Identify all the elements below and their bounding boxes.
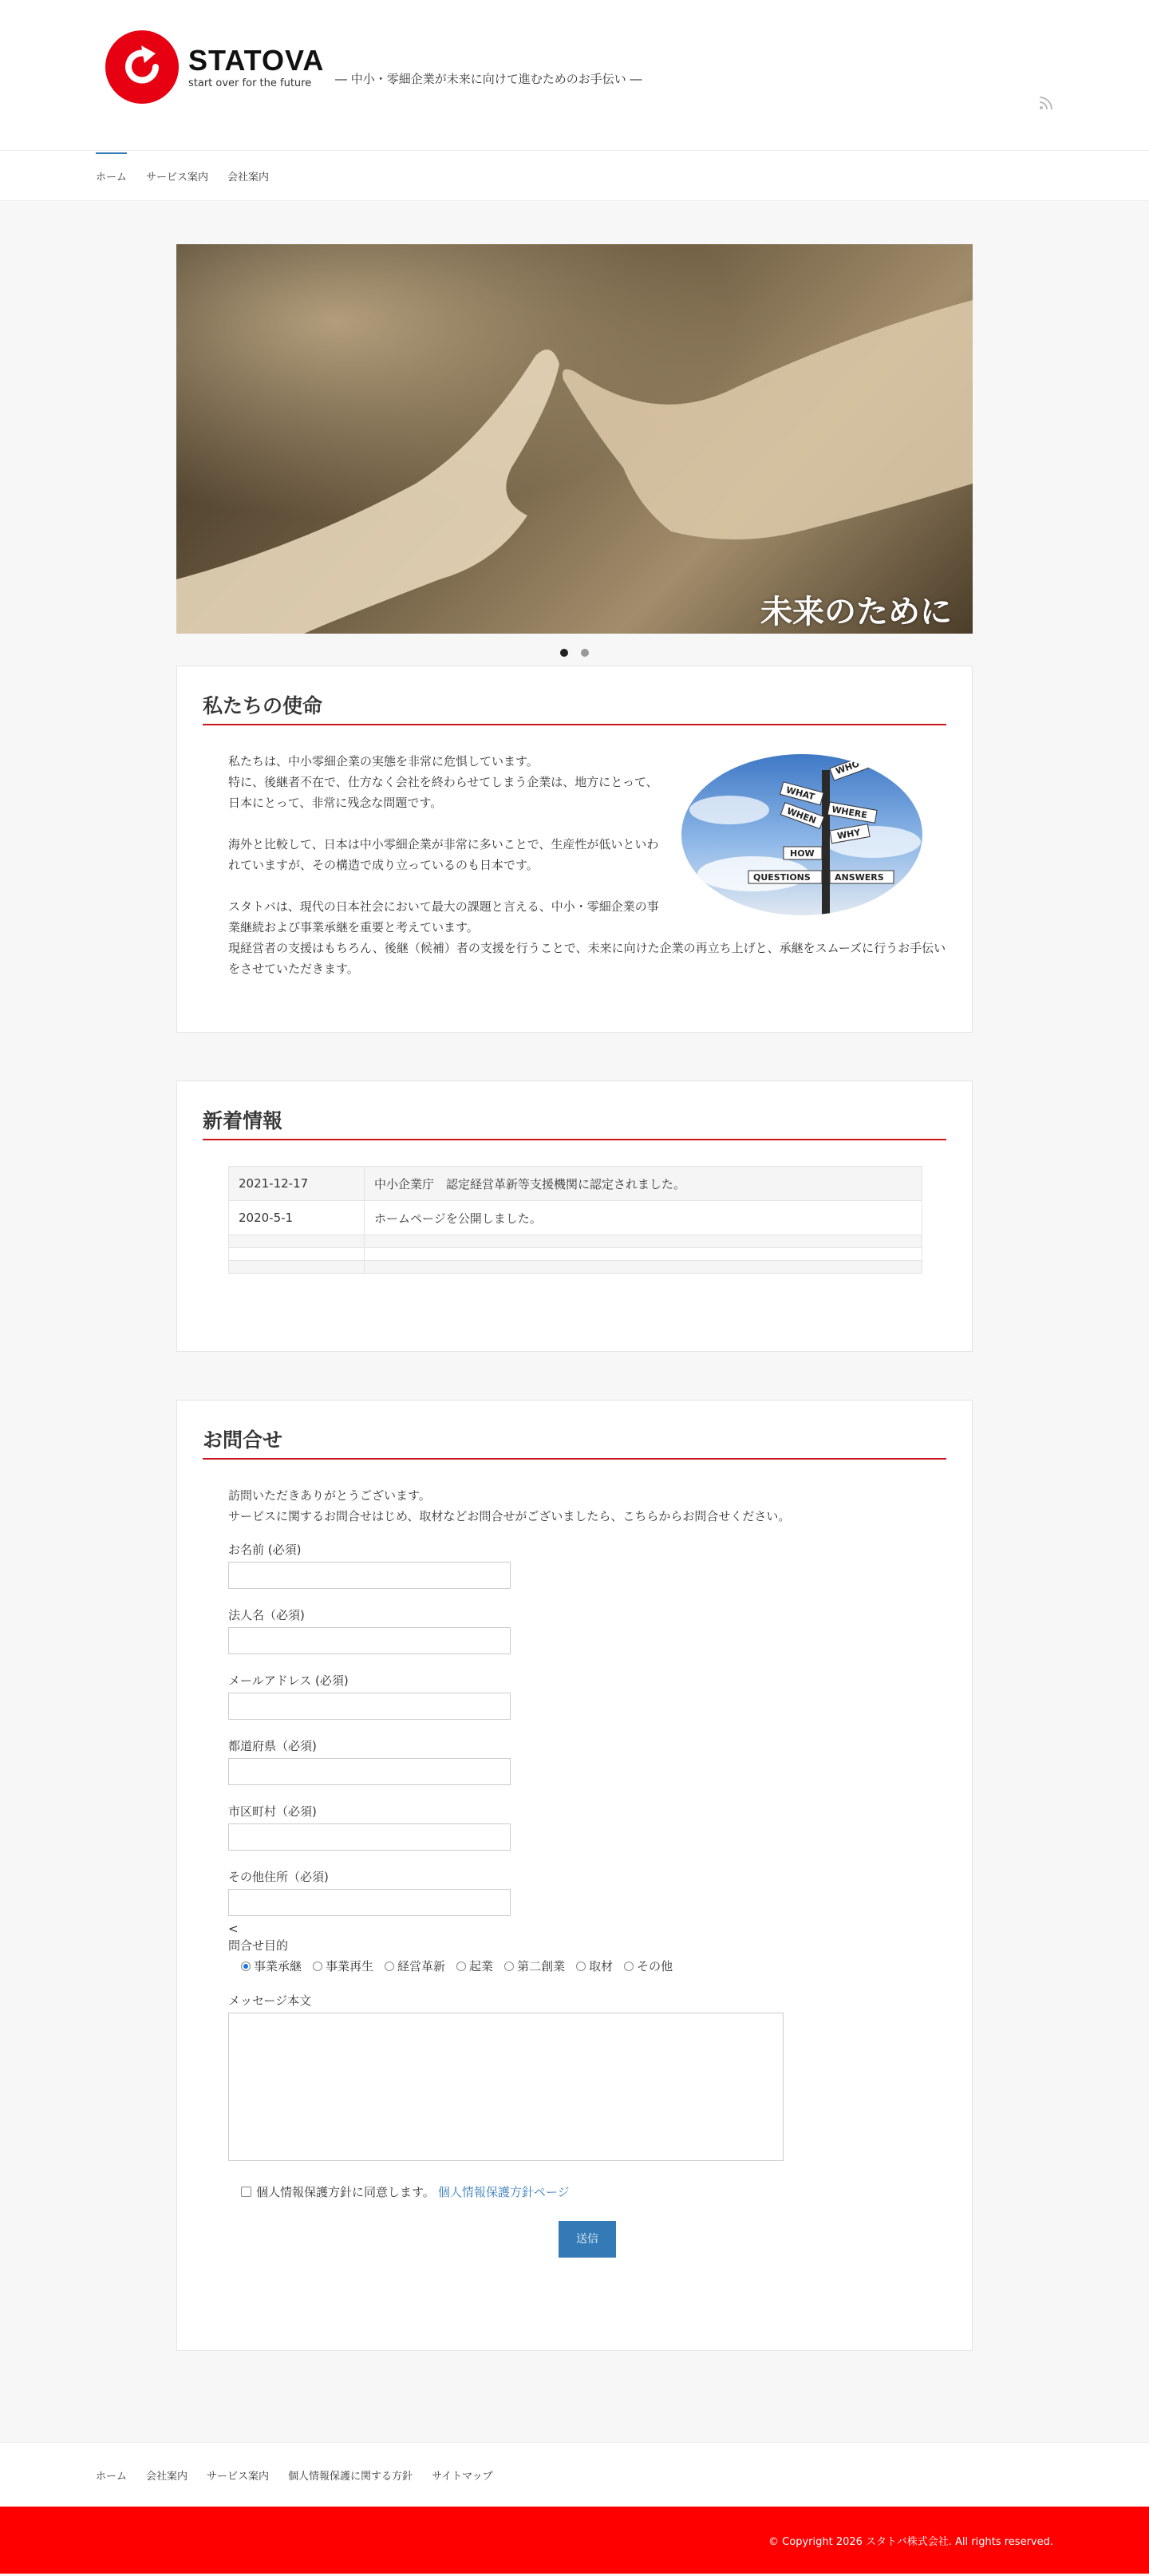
sign-why: WHY: [836, 827, 862, 842]
submit-wrapper: [228, 2221, 946, 2258]
table-row: [229, 1235, 922, 1248]
footer-link-home[interactable]: ホーム: [96, 2470, 128, 2483]
company-input[interactable]: [228, 1627, 511, 1654]
radio-label: その他: [637, 1959, 673, 1973]
table-row: [229, 1261, 922, 1274]
copyright-bar: [0, 2507, 1149, 2574]
slider-dot-2[interactable]: [581, 649, 589, 657]
slider-dot-1[interactable]: [560, 649, 568, 657]
prefecture-input[interactable]: [228, 1758, 511, 1785]
main-nav: [0, 151, 1149, 201]
sign-answers: ANSWERS: [835, 872, 884, 883]
sign-what: WHAT: [784, 784, 816, 803]
prefecture-label: 都道府県（必須): [228, 1739, 317, 1753]
radio-label: 事業承継: [254, 1959, 302, 1973]
purpose-radio-group: [228, 1958, 946, 1974]
stray-character: <: [228, 1922, 239, 1936]
purpose-option[interactable]: [456, 1958, 493, 1974]
purpose-option[interactable]: [385, 1958, 445, 1974]
sign-how: HOW: [790, 848, 815, 859]
nav-item-home[interactable]: ホーム: [96, 152, 127, 200]
message-textarea[interactable]: [228, 2013, 784, 2161]
radio-button[interactable]: [385, 1962, 394, 1971]
company-label: 法人名（必須): [228, 1608, 305, 1622]
hands-image: [176, 244, 973, 634]
address-input[interactable]: [228, 1889, 511, 1916]
contact-form: [203, 1485, 946, 2258]
footer-link-services[interactable]: サービス案内: [207, 2470, 270, 2483]
address-label: その他住所（必須): [228, 1870, 329, 1884]
contact-intro-2: サービスに関するお問合せはじめ、取材などお問合せがございましたら、こちらからお問合せください。: [228, 1509, 791, 1523]
table-row: [229, 1167, 922, 1201]
message-label: メッセージ本文: [228, 1993, 312, 2008]
consent-text: 個人情報保護方針に同意します。: [256, 2185, 435, 2199]
empty-cell: [365, 1248, 922, 1261]
table-row: [229, 1201, 922, 1235]
consent-checkbox[interactable]: [241, 2187, 251, 2197]
site-header: [0, 0, 1149, 151]
empty-cell: [229, 1248, 365, 1261]
city-label: 市区町村（必須): [228, 1804, 317, 1819]
mission-paragraph-1: [228, 751, 665, 813]
mission-line: スタトバは、現代の日本社会において最大の課題と言える、中小・零細企業の事業継続および事業承継を重要と考えています。: [228, 899, 659, 934]
email-label: メールアドレス (必須): [228, 1673, 349, 1688]
radio-button[interactable]: [241, 1962, 251, 1971]
purpose-label: 問合せ目的: [228, 1938, 289, 1953]
mission-line: 私たちは、中小零細企業の実態を非常に危惧しています。: [228, 754, 539, 768]
news-text[interactable]: ホームページを公開しました。: [365, 1201, 922, 1235]
contact-intro-1: 訪問いただきありがとうございます。: [228, 1488, 431, 1503]
name-input[interactable]: [228, 1562, 511, 1589]
news-text[interactable]: 中小企業庁 認定経営革新等支援機関に認定されました。: [365, 1167, 922, 1201]
nav-item-company[interactable]: 会社案内: [227, 171, 270, 184]
sign-who: WHO: [834, 758, 861, 777]
signpost-image: [681, 754, 922, 915]
radio-label: 経営革新: [397, 1959, 446, 1973]
contact-section: [176, 1400, 973, 2351]
email-input[interactable]: [228, 1693, 511, 1720]
slider-dots: [176, 634, 973, 666]
radio-button[interactable]: [504, 1962, 514, 1971]
empty-cell: [365, 1235, 922, 1248]
purpose-option[interactable]: [576, 1958, 613, 1974]
sign-when: WHEN: [785, 805, 818, 826]
footer-link-sitemap[interactable]: サイトマップ: [432, 2470, 493, 2483]
mission-line: 特に、後継者不在で、仕方なく会社を終わらせてしまう企業は、地方にとって、日本にとって、非常に残念な問題です。: [228, 775, 658, 810]
purpose-option[interactable]: [241, 1958, 302, 1974]
empty-cell: [365, 1261, 922, 1274]
logo-tagline: start over for the future: [188, 77, 312, 89]
nav-item-services[interactable]: サービス案内: [146, 171, 209, 184]
sign-where: WHERE: [831, 804, 868, 821]
empty-cell: [229, 1235, 365, 1248]
footer-link-privacy[interactable]: 個人情報保護に関する方針: [288, 2470, 413, 2483]
main-content: [0, 201, 1149, 2442]
news-table: [228, 1166, 922, 1274]
mission-title: 私たちの使命: [203, 690, 946, 725]
site-logo[interactable]: [105, 30, 324, 104]
news-date: 2020-5-1: [229, 1201, 365, 1235]
slider-caption: 未来のために: [760, 594, 952, 630]
radio-label: 事業再生: [326, 1959, 374, 1973]
radio-label: 起業: [469, 1959, 494, 1973]
radio-button[interactable]: [313, 1962, 322, 1971]
radio-label: 第二創業: [517, 1959, 566, 1973]
name-label: お名前 (必須): [228, 1543, 302, 1557]
site-description: ― 中小・零細企業が未来に向けて進むためのお手伝い ―: [335, 72, 642, 86]
submit-button[interactable]: 送信: [559, 2221, 616, 2258]
purpose-option[interactable]: [504, 1958, 565, 1974]
copyright-text: © Copyright 2026 スタトバ株式会社. All rights reserved.: [768, 2535, 1053, 2548]
table-row: [229, 1248, 922, 1261]
radio-label: 取材: [589, 1959, 614, 1973]
footer-nav: [0, 2442, 1149, 2507]
mission-line: 現経営者の支援はもちろん、後継（候補）者の支援を行うことで、未来に向けた企業の再立ち上げと、承継をスムーズに行うお手伝いをさせていただきます。: [228, 941, 946, 976]
hero-slider[interactable]: [176, 244, 973, 634]
news-date: 2021-12-17: [229, 1167, 365, 1201]
contact-title: お問合せ: [203, 1424, 946, 1460]
mission-section: [176, 666, 973, 1033]
empty-cell: [229, 1261, 365, 1274]
privacy-consent: [228, 2183, 946, 2200]
radio-button[interactable]: [624, 1962, 634, 1971]
radio-button[interactable]: [576, 1962, 586, 1971]
news-title: 新着情報: [203, 1105, 946, 1140]
city-input[interactable]: [228, 1823, 511, 1851]
news-section: [176, 1081, 973, 1352]
sign-questions: QUESTIONS: [753, 872, 811, 883]
logo-name: STATOVA: [188, 43, 325, 77]
footer-link-company[interactable]: 会社案内: [146, 2470, 188, 2483]
restart-arrow-icon: [105, 30, 179, 104]
rss-icon[interactable]: [1039, 96, 1053, 110]
mission-paragraph-2: 海外と比較して、日本は中小零細企業が非常に多いことで、生産性が低いといわれていますが、その構造で成り立っているのも日本です。: [228, 837, 659, 872]
purpose-option[interactable]: [624, 1958, 673, 1974]
privacy-policy-link[interactable]: 個人情報保護方針ページ: [437, 2185, 570, 2199]
radio-button[interactable]: [456, 1962, 466, 1971]
purpose-option[interactable]: [313, 1958, 373, 1974]
